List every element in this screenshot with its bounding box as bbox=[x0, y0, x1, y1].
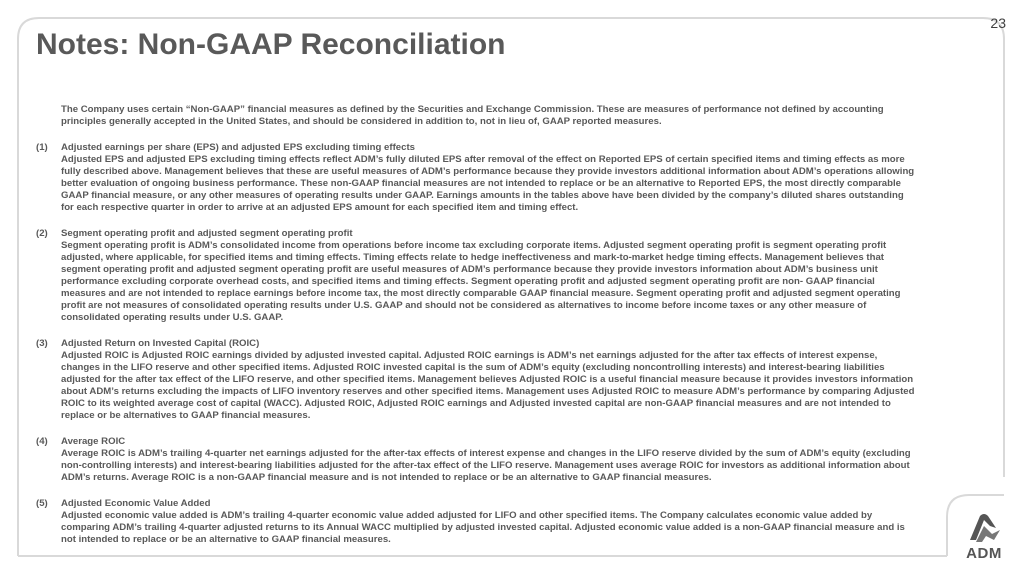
notes-content bbox=[36, 104, 916, 560]
note-text: Adjusted economic value added is ADM’s trailing 4-quarter economic value added adjusted for LIFO and other specified items. The Company calculates economic value added by comparing ADM’s trailing 4-quarter adjusted returns to its Annual WACC multiplied by adjusted invested capital. Adjusted economic value added is a non-GAAP financial measure and is not intended to replace or be an alternative to GAAP financial measures. bbox=[61, 510, 905, 545]
note-item bbox=[36, 436, 916, 484]
note-number: (3) bbox=[36, 338, 48, 349]
note-heading: Adjusted earnings per share (EPS) and adjusted EPS excluding timing effects bbox=[61, 142, 415, 153]
adm-logo-icon bbox=[962, 510, 1006, 546]
note-body bbox=[61, 498, 916, 546]
note-heading: Segment operating profit and adjusted segment operating profit bbox=[61, 228, 353, 239]
note-text: Adjusted EPS and adjusted EPS excluding timing effects reflect ADM’s fully diluted EPS after removal of the effect on Reported EPS of certain specified items and timing effects as more fully described above. Management believes that these are useful measures of ADM’s performance because they provide investors additional information about ADM’s operations allowing better evaluation of ongoing business performance. These non-GAAP financial measures are not intended to replace or be an alternative to Reported EPS, the most directly comparable GAAP financial measure, or any other measures of operating results under GAAP. Earnings amounts in the tables above have been divided by the company’s diluted shares outstanding for each respective quarter in order to arrive at an adjusted EPS amount for each specified item and timing effect. bbox=[61, 154, 915, 213]
note-heading: Average ROIC bbox=[61, 436, 126, 447]
note-text: Segment operating profit is ADM’s consolidated income from operations before income tax excluding corporate items. Adjusted segment operating profit is segment operating profit adjusted, where applicable, for specified items and timing effects. Timing effects relate to hedge ineffectiveness and mark-to-market hedge timing effects. Management believes that segment operating profit and adjusted segment operating profit are useful measures of ADM’s performance because they provide investors information about ADM’s business unit performance excluding corporate overhead costs, and specified items and timing effects. Segment operating profit and adjusted segment operating profit are non- GAAP financial measures and are not intended to replace earnings before income tax, the most directly comparable GAAP financial measure. Segment operating profit and adjusted segment operating profit are not measures of consolidated operating results under U.S. GAAP and should not be considered as alternatives to income before income taxes or any other measure of consolidated operating results under U.S. GAAP. bbox=[61, 240, 901, 323]
note-text: Average ROIC is ADM’s trailing 4-quarter net earnings adjusted for the after-tax effects of interest expense and changes in the LIFO reserve divided by the sum of ADM’s equity (excluding non-controlling interests) and interest-bearing liabilities adjusted for the after-tax effect of the LIFO reserve. Management uses average ROIC for investors as additional information about ADM’s returns. Average ROIC is a non-GAAP financial measure and is not intended to replace or be an alternative to GAAP financial measures. bbox=[61, 448, 911, 483]
note-item bbox=[36, 228, 916, 324]
note-heading: Adjusted Return on Invested Capital (ROIC) bbox=[61, 338, 260, 349]
note-body bbox=[61, 228, 916, 324]
note-item bbox=[36, 338, 916, 422]
adm-logo bbox=[962, 510, 1006, 566]
page-title: Notes: Non-GAAP Reconciliation bbox=[36, 28, 506, 61]
note-item bbox=[36, 498, 916, 546]
adm-logo-text: ADM bbox=[966, 545, 1002, 562]
page-number: 23 bbox=[990, 15, 1006, 31]
note-heading: Adjusted Economic Value Added bbox=[61, 498, 211, 509]
note-number: (1) bbox=[36, 142, 48, 153]
note-number: (5) bbox=[36, 498, 48, 509]
intro-paragraph: The Company uses certain “Non-GAAP” financial measures as defined by the Securities and Exchange Commission. These are measures of performance not defined by accounting principles generally accepted in the United States, and should be considered in addition to, not in lieu of, GAAP reported measures. bbox=[61, 104, 884, 127]
note-number: (4) bbox=[36, 436, 48, 447]
note-number: (2) bbox=[36, 228, 48, 239]
note-body bbox=[61, 436, 916, 484]
note-text: Adjusted ROIC is Adjusted ROIC earnings divided by adjusted invested capital. Adjusted ROIC earnings is ADM’s net earnings adjusted for the after tax effects of interest expense, changes in the LIFO reserve and other specified items. Adjusted ROIC invested capital is the sum of ADM’s equity (excluding noncontrolling interests) and interest-bearing liabilities adjusted for the after tax effect of the LIFO reserve, and other specified items. Management believes Adjusted ROIC is a useful financial measure because it provides investors information about ADM’s returns excluding the impacts of LIFO inventory reserves and other specified items. Management uses Adjusted ROIC to measure ADM’s performance by comparing Adjusted ROIC to its weighted average cost of capital (WACC). Adjusted ROIC, Adjusted ROIC earnings and Adjusted invested capital are non-GAAP financial measures and are not intended to replace or be alternatives to GAAP financial measures. bbox=[61, 350, 915, 421]
note-item bbox=[36, 142, 916, 214]
note-body bbox=[61, 338, 916, 422]
note-body bbox=[61, 142, 916, 214]
